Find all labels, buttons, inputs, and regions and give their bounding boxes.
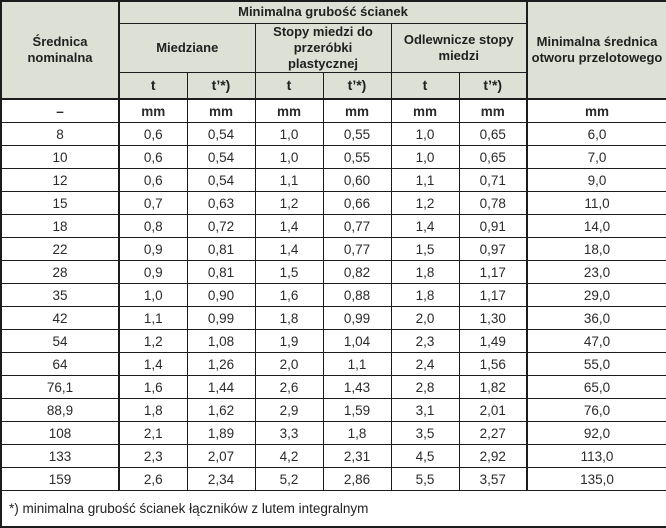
value-cell: 0,77 [323,215,391,238]
value-cell: 0,9 [119,261,187,284]
value-cell: 2,86 [323,468,391,491]
value-cell: 0,91 [459,215,527,238]
header-row-group [1,1,666,23]
nominal-diameter-cell: 12 [1,169,119,192]
value-cell: 2,3 [391,330,459,353]
value-cell: 0,66 [323,192,391,215]
value-cell: 2,6 [255,376,323,399]
value-cell: 0,99 [187,307,255,330]
header-wrought-copper-alloys: Stopy miedzi do przeróbki plastycznej [255,23,391,73]
table-header [1,1,666,99]
value-cell: 1,0 [119,284,187,307]
value-cell: 2,0 [255,353,323,376]
value-cell: 1,4 [391,215,459,238]
nominal-diameter-cell: 108 [1,422,119,445]
table-row [1,468,666,491]
value-cell: 0,55 [323,123,391,146]
value-cell: 1,62 [187,399,255,422]
table-row [1,330,666,353]
value-cell: 1,2 [119,330,187,353]
footnote-row [1,491,666,527]
table-row [1,376,666,399]
value-cell: 2,1 [119,422,187,445]
header-copper: Miedziane [119,23,255,73]
value-cell: 92,0 [527,422,666,445]
value-cell: 1,1 [255,169,323,192]
value-cell: 1,0 [255,123,323,146]
value-cell: 23,0 [527,261,666,284]
value-cell: 0,7 [119,192,187,215]
table-row [1,422,666,445]
value-cell: 1,59 [323,399,391,422]
table-row [1,215,666,238]
nominal-diameter-cell: – [1,99,119,123]
value-cell: 0,78 [459,192,527,215]
header-cast-copper-alloys: Odlewnicze stopy miedzi [391,23,527,73]
table-row [1,261,666,284]
value-cell: 0,90 [187,284,255,307]
value-cell: 1,8 [391,284,459,307]
value-cell: 0,81 [187,261,255,284]
value-cell: 0,77 [323,238,391,261]
nominal-diameter-cell: 28 [1,261,119,284]
value-cell: 55,0 [527,353,666,376]
nominal-diameter-cell: 18 [1,215,119,238]
nominal-diameter-cell: 133 [1,445,119,468]
value-cell: 0,97 [459,238,527,261]
value-cell: 1,1 [323,353,391,376]
value-cell: 2,9 [255,399,323,422]
table-row [1,123,666,146]
value-cell: 1,08 [187,330,255,353]
value-cell: 65,0 [527,376,666,399]
value-cell: 1,17 [459,261,527,284]
value-cell: 1,8 [391,261,459,284]
value-cell: 1,1 [119,307,187,330]
value-cell: 0,6 [119,123,187,146]
value-cell: 1,2 [391,192,459,215]
value-cell: 7,0 [527,146,666,169]
units-row [1,99,666,123]
value-cell: 4,5 [391,445,459,468]
table-row [1,169,666,192]
value-cell: 0,6 [119,169,187,192]
value-cell: 1,04 [323,330,391,353]
value-cell: 1,0 [391,146,459,169]
value-cell: 1,5 [255,261,323,284]
value-cell: 2,6 [119,468,187,491]
nominal-diameter-cell: 159 [1,468,119,491]
value-cell: 1,4 [255,215,323,238]
value-cell: 29,0 [527,284,666,307]
value-cell: 0,6 [119,146,187,169]
value-cell: 6,0 [527,123,666,146]
value-cell: 2,27 [459,422,527,445]
nominal-diameter-cell: 8 [1,123,119,146]
value-cell: 1,8 [255,307,323,330]
table-row [1,146,666,169]
value-cell: 36,0 [527,307,666,330]
value-cell: 1,8 [119,399,187,422]
value-cell: 0,63 [187,192,255,215]
nominal-diameter-cell: 22 [1,238,119,261]
value-cell: 0,60 [323,169,391,192]
table-row [1,445,666,468]
nominal-diameter-cell: 88,9 [1,399,119,422]
header-t-wrought: t [255,73,323,99]
header-t-copper: t [119,73,187,99]
value-cell: 1,2 [255,192,323,215]
value-cell: 2,31 [323,445,391,468]
value-cell: 2,01 [459,399,527,422]
nominal-diameter-cell: 54 [1,330,119,353]
value-cell: 2,0 [391,307,459,330]
value-cell: 2,3 [119,445,187,468]
value-cell: 76,0 [527,399,666,422]
value-cell: mm [119,99,187,123]
nominal-diameter-cell: 15 [1,192,119,215]
value-cell: 14,0 [527,215,666,238]
header-t-prime-copper: t’*) [187,73,255,99]
value-cell: 0,81 [187,238,255,261]
value-cell: 1,9 [255,330,323,353]
value-cell: 1,6 [255,284,323,307]
table-row [1,284,666,307]
value-cell: mm [459,99,527,123]
nominal-diameter-cell: 42 [1,307,119,330]
value-cell: 9,0 [527,169,666,192]
value-cell: 1,8 [323,422,391,445]
header-t-cast: t [391,73,459,99]
value-cell: 0,54 [187,123,255,146]
value-cell: 47,0 [527,330,666,353]
value-cell: 2,92 [459,445,527,468]
value-cell: 0,82 [323,261,391,284]
table-row [1,238,666,261]
value-cell: 4,2 [255,445,323,468]
value-cell: 0,55 [323,146,391,169]
value-cell: 1,1 [391,169,459,192]
value-cell: 1,4 [119,353,187,376]
table-row [1,307,666,330]
value-cell: 3,5 [391,422,459,445]
value-cell: 1,43 [323,376,391,399]
table-row [1,192,666,215]
value-cell: 5,2 [255,468,323,491]
value-cell: 1,89 [187,422,255,445]
value-cell: 1,44 [187,376,255,399]
value-cell: 2,8 [391,376,459,399]
value-cell: mm [187,99,255,123]
nominal-diameter-cell: 64 [1,353,119,376]
value-cell: 18,0 [527,238,666,261]
value-cell: mm [391,99,459,123]
value-cell: 0,99 [323,307,391,330]
value-cell: 2,07 [187,445,255,468]
footnote-text: *) minimalna grubość ścianek łączników z lutem integralnym [1,491,666,527]
header-t-prime-cast: t’*) [459,73,527,99]
value-cell: 0,65 [459,123,527,146]
value-cell: 0,72 [187,215,255,238]
value-cell: mm [527,99,666,123]
header-min-bore-diameter: Minimalna średnica otworu przelotowego [527,1,666,99]
value-cell: 113,0 [527,445,666,468]
value-cell: 135,0 [527,468,666,491]
nominal-diameter-cell: 10 [1,146,119,169]
header-t-prime-wrought: t’*) [323,73,391,99]
table-row [1,353,666,376]
table-body [1,99,666,491]
value-cell: 3,57 [459,468,527,491]
header-min-wall-thickness: Minimalna grubość ścianek [119,1,527,23]
value-cell: 1,82 [459,376,527,399]
value-cell: 11,0 [527,192,666,215]
value-cell: 0,65 [459,146,527,169]
header-nominal-diameter: Średnica nominalna [1,1,119,99]
table-row [1,399,666,422]
value-cell: 1,0 [255,146,323,169]
value-cell: mm [323,99,391,123]
value-cell: 1,26 [187,353,255,376]
value-cell: 0,71 [459,169,527,192]
value-cell: 3,1 [391,399,459,422]
value-cell: 1,5 [391,238,459,261]
value-cell: mm [255,99,323,123]
value-cell: 2,34 [187,468,255,491]
value-cell: 3,3 [255,422,323,445]
value-cell: 0,54 [187,169,255,192]
value-cell: 5,5 [391,468,459,491]
value-cell: 1,6 [119,376,187,399]
value-cell: 0,88 [323,284,391,307]
value-cell: 2,4 [391,353,459,376]
value-cell: 1,49 [459,330,527,353]
value-cell: 1,56 [459,353,527,376]
value-cell: 1,30 [459,307,527,330]
nominal-diameter-cell: 76,1 [1,376,119,399]
table-footer [1,491,666,527]
value-cell: 1,0 [391,123,459,146]
nominal-diameter-cell: 35 [1,284,119,307]
value-cell: 1,17 [459,284,527,307]
value-cell: 0,9 [119,238,187,261]
value-cell: 0,8 [119,215,187,238]
value-cell: 1,4 [255,238,323,261]
value-cell: 0,54 [187,146,255,169]
